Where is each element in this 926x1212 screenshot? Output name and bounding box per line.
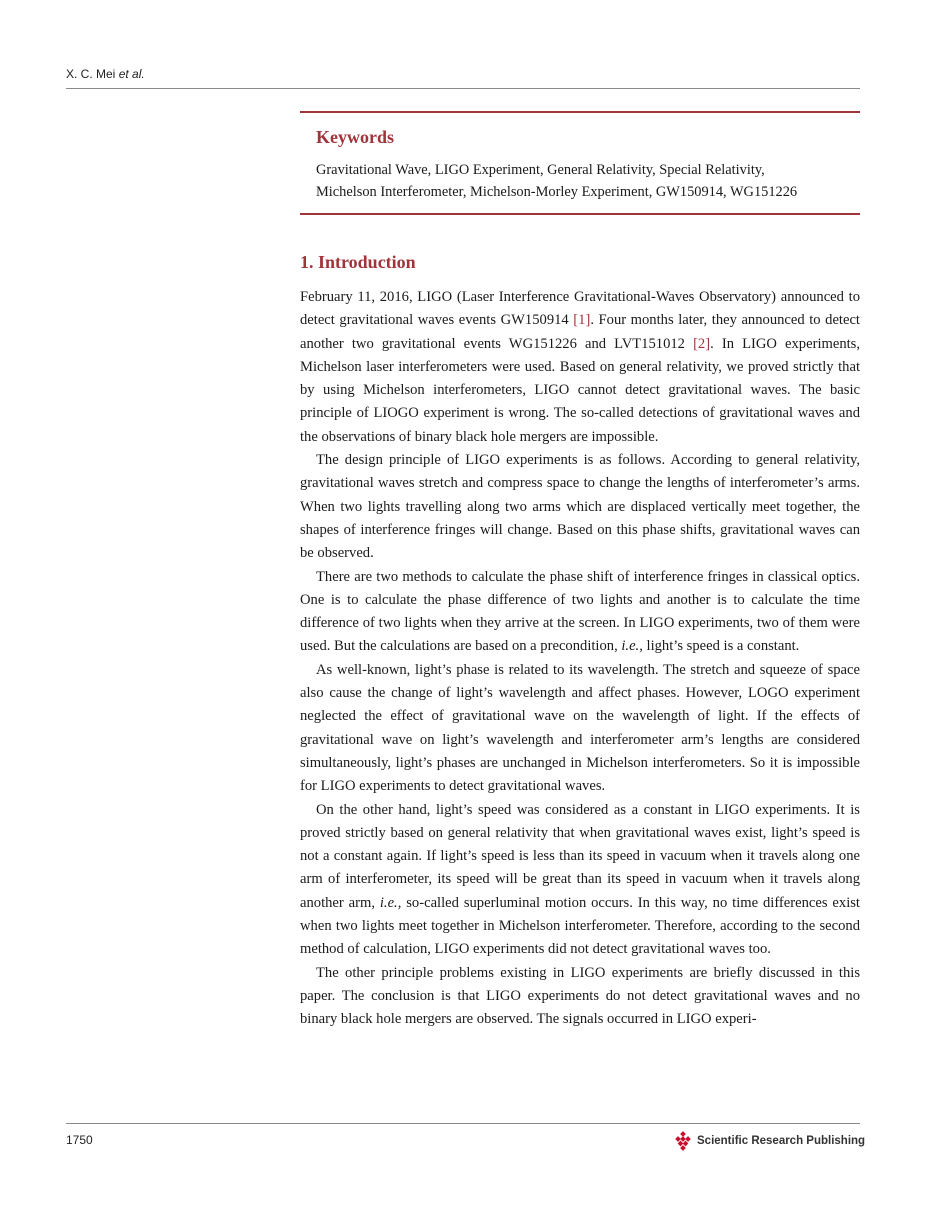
paragraph-6: The other principle problems existing in LIGO experiments are briefly discussed in this paper. The conclusion is that LIGO experiments do not detect gravitational waves and no binary black hole mergers are observed. The signals occurred in LIGO experi- bbox=[300, 964, 860, 1028]
publisher-name: Scientific Research Publishing bbox=[697, 1135, 866, 1147]
paragraph-5 bbox=[300, 799, 860, 962]
keywords-text bbox=[316, 159, 856, 203]
paragraph-5-text-a: On the other hand, light’s speed was considered as a constant in LIGO experiments. It is proved strictly based on general relativity that when gravitational waves exist, light’s speed is not a constant again. If light’s speed is less than its speed in vacuum when it travels along one arm of interferometer, its speed will be great than its speed in vacuum when it travels along another arm, bbox=[300, 801, 860, 911]
running-head-authors: X. C. Mei bbox=[66, 67, 116, 81]
paragraph-3-text-b: , light’s speed is a constant. bbox=[639, 638, 800, 655]
keywords-title: Keywords bbox=[316, 127, 394, 147]
keywords-line-2: Michelson Interferometer, Michelson-Morley Experiment, GW150914, WG151226 bbox=[316, 184, 798, 200]
header-rule bbox=[66, 88, 860, 89]
section-title: 1. Introduction bbox=[300, 252, 416, 272]
keywords-box bbox=[300, 111, 860, 215]
publisher-brand bbox=[673, 1130, 865, 1152]
paragraph-2: The design principle of LIGO experiments is as follows. According to general relativity, gravitational waves stretch and compress space to change the lengths of interferometer’s arms. When two lights travelling along two arms which are displaced vertically meet together, the shapes of interference fringes will change. Based on this phase shifts, gravitational waves can be observed. bbox=[300, 452, 860, 562]
running-head-etal: et al. bbox=[118, 67, 145, 81]
paragraph-3-text-a: There are two methods to calculate the phase shift of interference fringes in classical optics. One is to calculate the phase difference of two lights and another is to calculate the time difference of two lights when they arrive at the screen. In LIGO experiments, two of them were used. But the calculations are based on a precondition, bbox=[300, 568, 860, 655]
keywords-line-1: Gravitational Wave, LIGO Experiment, General Relativity, Special Relativity, bbox=[316, 162, 765, 178]
paragraph-1-text-c: . In LIGO experiments, Michelson laser interferometers were used. Based on general relativity, we proved strictly that by using Michelson interferometers, LIGO cannot detect gravitational waves. The basic principle of LIOGO experiment is wrong. The so-called detections of gravitational waves and the observations of binary black hole mergers are impossible. bbox=[300, 335, 861, 445]
page-number: 1750 bbox=[66, 1133, 93, 1147]
citation-link-1[interactable]: [1] bbox=[573, 312, 591, 329]
paragraph-5-ie: i.e. bbox=[379, 894, 398, 911]
paragraph-1-text-b: . Four months later, they announced to detect another two gravitational events WG151226 and LVT151012 bbox=[300, 312, 860, 352]
paragraph-5-text-b: , so-called superluminal motion occurs. In this way, no time differences exist when two lights meet together in Michelson interferometer. Therefore, according to the second method of calculation, LIGO experiments did not detect gravitational waves too. bbox=[300, 894, 860, 958]
paragraph-3-ie: i.e. bbox=[621, 638, 640, 655]
publisher-logo-icon bbox=[673, 1131, 693, 1151]
citation-link-2[interactable]: [2] bbox=[693, 335, 711, 352]
footer-rule bbox=[66, 1123, 860, 1124]
paragraph-1-text-a: February 11, 2016, LIGO (Laser Interference Gravitational-Waves Observatory) announced to detect gravitational waves events GW150914 bbox=[300, 289, 860, 329]
paragraph-4: As well-known, light’s phase is related to its wavelength. The stretch and squeeze of space also cause the change of light’s wavelength and affect phases. However, LOGO experiment neglected the effect of gravitational wave on the wavelength of light. If the effects of gravitational wave on light’s wavelength and interferometer arm’s lengths are considered simultaneously, light’s phases are unchanged in Michelson interferometers. So it is impossible for LIGO experiments to detect gravitational waves. bbox=[300, 661, 860, 795]
paragraph-1 bbox=[300, 286, 860, 449]
running-head bbox=[66, 67, 145, 81]
body-text bbox=[300, 286, 860, 1032]
paragraph-3 bbox=[300, 566, 860, 659]
